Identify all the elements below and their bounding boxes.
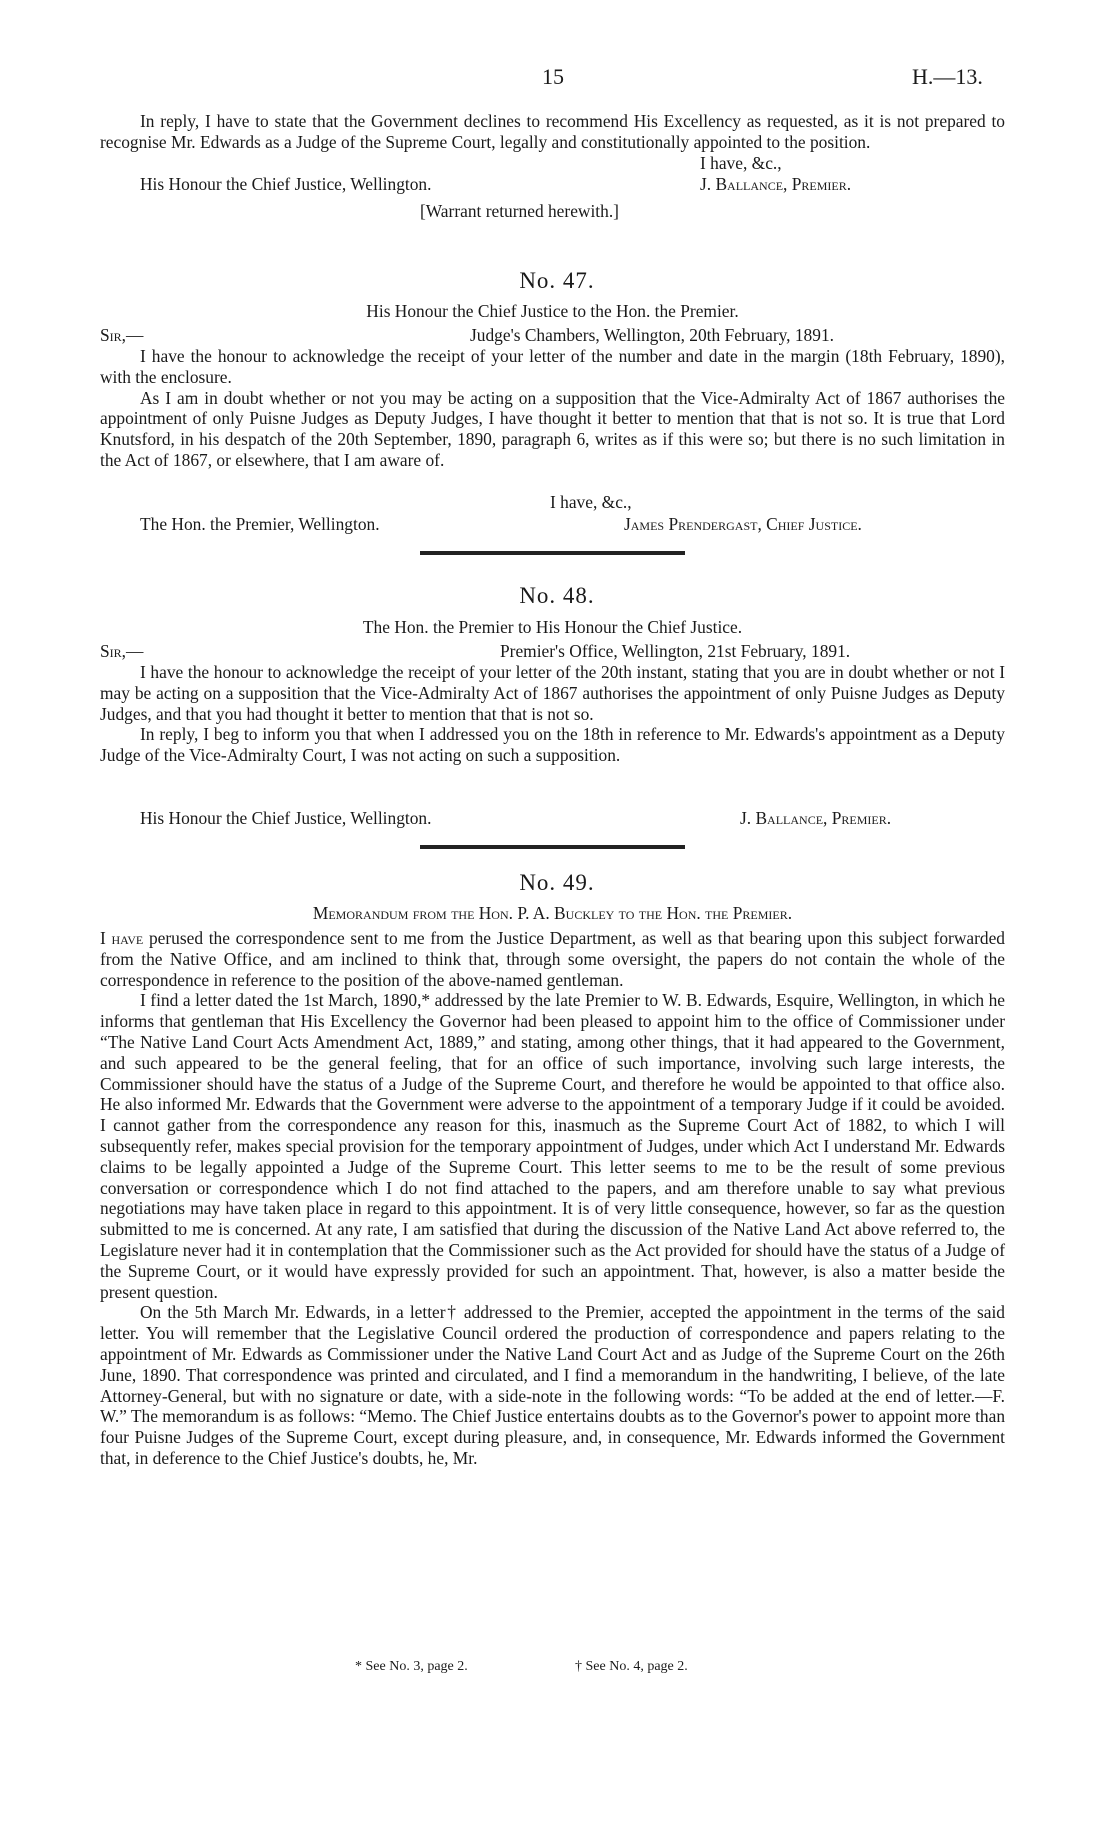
letter-47-dateline: Judge's Chambers, Wellington, 20th February, 1891. bbox=[470, 325, 834, 345]
memorandum-paragraph-3: On the 5th March Mr. Edwards, in a letter† addressed to the Premier, accepted the appointment in the terms of the said letter. You will remember that the Legislative Council ordered the production of correspondence and papers relating to the appointment of Mr. Edwards as Commissioner under the Native Land Court Act and as Judge of the Supreme Court on the 26th June, 1890. That correspondence was printed and circulated, and I find a memorandum in the handwriting, I believe, of the late Attorney-General, but with no signature or date, with a side-note in the following words: “To be added at the end of letter.—F. W.” The memorandum is as follows: “Memo. The Chief Justice entertains doubts as to the Governor's power to appoint more than four Puisne Judges of the Supreme Court, except during pleasure, and, in consequence, Mr. Edwards informed the Government that, in deference to the Chief Justice's doubts, he, Mr. bbox=[100, 1302, 1006, 1468]
letter-48-paragraph-1: I have the honour to acknowledge the receipt of your letter of the 20th instant, stating that you are in doubt whether or not I may be acting on a supposition that the Vice-Admiralty Act of 1867 authorises the appointment of only Puisne Judges as Deputy Judges, and that you had thought it better to mention that that is not so. bbox=[100, 662, 1005, 724]
letter-47-addressee: The Hon. the Premier, Wellington. bbox=[140, 514, 380, 534]
letter-48-body bbox=[100, 662, 1005, 766]
letter-47-heading: His Honour the Chief Justice to the Hon. the Premier. bbox=[366, 301, 739, 321]
letter-48-dateline: Premier's Office, Wellington, 21st February, 1891. bbox=[500, 641, 851, 661]
top-letter-closing: I have, &c., bbox=[700, 153, 782, 173]
document-reference: H.—13. bbox=[912, 64, 983, 89]
letter-47-paragraph-2: As I am in doubt whether or not you may be acting on a supposition that the Vice-Admiralty Act of 1867 authorises the appointment of only Puisne Judges as Deputy Judges, I have thought it better to mention that that is not so. It is true that Lord Knutsford, in his despatch of the 20th September, 1890, paragraph 6, writes as if this were so; but there is no such limitation in the Act of 1867, or elsewhere, that I am aware of. bbox=[100, 387, 1005, 470]
letter-47-paragraph-1: I have the honour to acknowledge the receipt of your letter of the number and date in the margin (18th February, 1890), with the enclosure. bbox=[100, 346, 1005, 387]
letter-47-closing: I have, &c., bbox=[550, 492, 632, 512]
section-divider bbox=[420, 551, 685, 555]
letter-number-48: No. 48. bbox=[519, 583, 595, 608]
top-letter-signature: J. Ballance, Premier. bbox=[700, 174, 852, 194]
footnote-1: * See No. 3, page 2. bbox=[355, 1659, 468, 1674]
enclosure-note: [Warrant returned herewith.] bbox=[420, 201, 619, 221]
footnote-2: † See No. 4, page 2. bbox=[575, 1659, 688, 1674]
letter-number-47: No. 47. bbox=[519, 268, 595, 293]
letter-48-signature: J. Ballance, Premier. bbox=[740, 808, 892, 828]
letter-48-addressee: His Honour the Chief Justice, Wellington. bbox=[140, 808, 432, 828]
top-letter-paragraph: In reply, I have to state that the Government declines to recommend His Excellency as requested, as it is not prepared to recognise Mr. Edwards as a Judge of the Supreme Court, legally and constitutionally appointed to the position. bbox=[100, 111, 1005, 152]
letter-47-body bbox=[100, 346, 1005, 471]
memorandum-body bbox=[100, 928, 1005, 1469]
letter-48-paragraph-2: In reply, I beg to inform you that when I addressed you on the 18th in reference to Mr. Edwards's appointment as a Deputy Judge of the Vice-Admiralty Court, I was not acting on such a supposition. bbox=[100, 724, 1005, 766]
top-letter bbox=[100, 111, 1005, 153]
letter-48-heading: The Hon. the Premier to His Honour the Chief Justice. bbox=[362, 617, 743, 637]
memorandum-paragraph-1-text: perused the correspondence sent to me from the Justice Department, as well as that bearing upon this subject forwarded from the Native Office, and am inclined to think that, through some oversight, the papers do not contain the whole of the correspondence in reference to the position of the above-named gentleman. bbox=[100, 928, 1006, 990]
letter-47-signature: James Prendergast, Chief Justice. bbox=[624, 514, 862, 534]
letter-47-salutation: Sir,— bbox=[100, 325, 144, 345]
letter-number-49: No. 49. bbox=[519, 870, 595, 895]
top-letter-addressee: His Honour the Chief Justice, Wellington. bbox=[140, 174, 432, 194]
memorandum-lead: I have bbox=[100, 928, 144, 948]
memorandum-paragraph-1 bbox=[100, 928, 1005, 990]
memorandum-heading: Memorandum from the Hon. P. A. Buckley to the Hon. the Premier. bbox=[312, 903, 793, 923]
memorandum-paragraph-2: I find a letter dated the 1st March, 1890,* addressed by the late Premier to W. B. Edwards, Esquire, Wellington, in which he informs that gentleman that His Excellency the Governor had been pleased to appoint him to the office of Commissioner under “The Native Land Court Acts Amendment Act, 1889,” and stating, among other things, that it had appeared to the Government, and such appeared to be the general feeling, that for an office of such importance, involving such large interests, the Commissioner should have the status of a Judge of the Supreme Court, and therefore he would be appointed to that office also. He also informed Mr. Edwards that the Government were adverse to the appointment of a temporary Judge if it could be avoided. I cannot gather from the correspondence any reason for this, inasmuch as the Supreme Court Act of 1882, to which I will subsequently refer, makes special provision for the temporary appointment of Judges, under which Act I understand Mr. Edwards claims to be legally appointed a Judge of the Supreme Court. This letter seems to me to be the result of some previous conversation or correspondence which I do not find attached to the papers, and am therefore unable to say what previous negotiations may have taken place in regard to this appointment. It is of very little consequence, however, so far as the question submitted to me is concerned. At any rate, I am satisfied that during the discussion of the Native Land Act above referred to, the Legislature never had it in contemplation that the Commissioner such as the Act provided for should have the status of a Judge of the Supreme Court, or it would have expressly provided for such an appointment. That, however, is also a matter beside the present question. bbox=[100, 990, 1005, 1302]
page-number: 15 bbox=[542, 64, 564, 89]
letter-48-salutation: Sir,— bbox=[100, 641, 144, 661]
section-divider bbox=[420, 845, 685, 849]
